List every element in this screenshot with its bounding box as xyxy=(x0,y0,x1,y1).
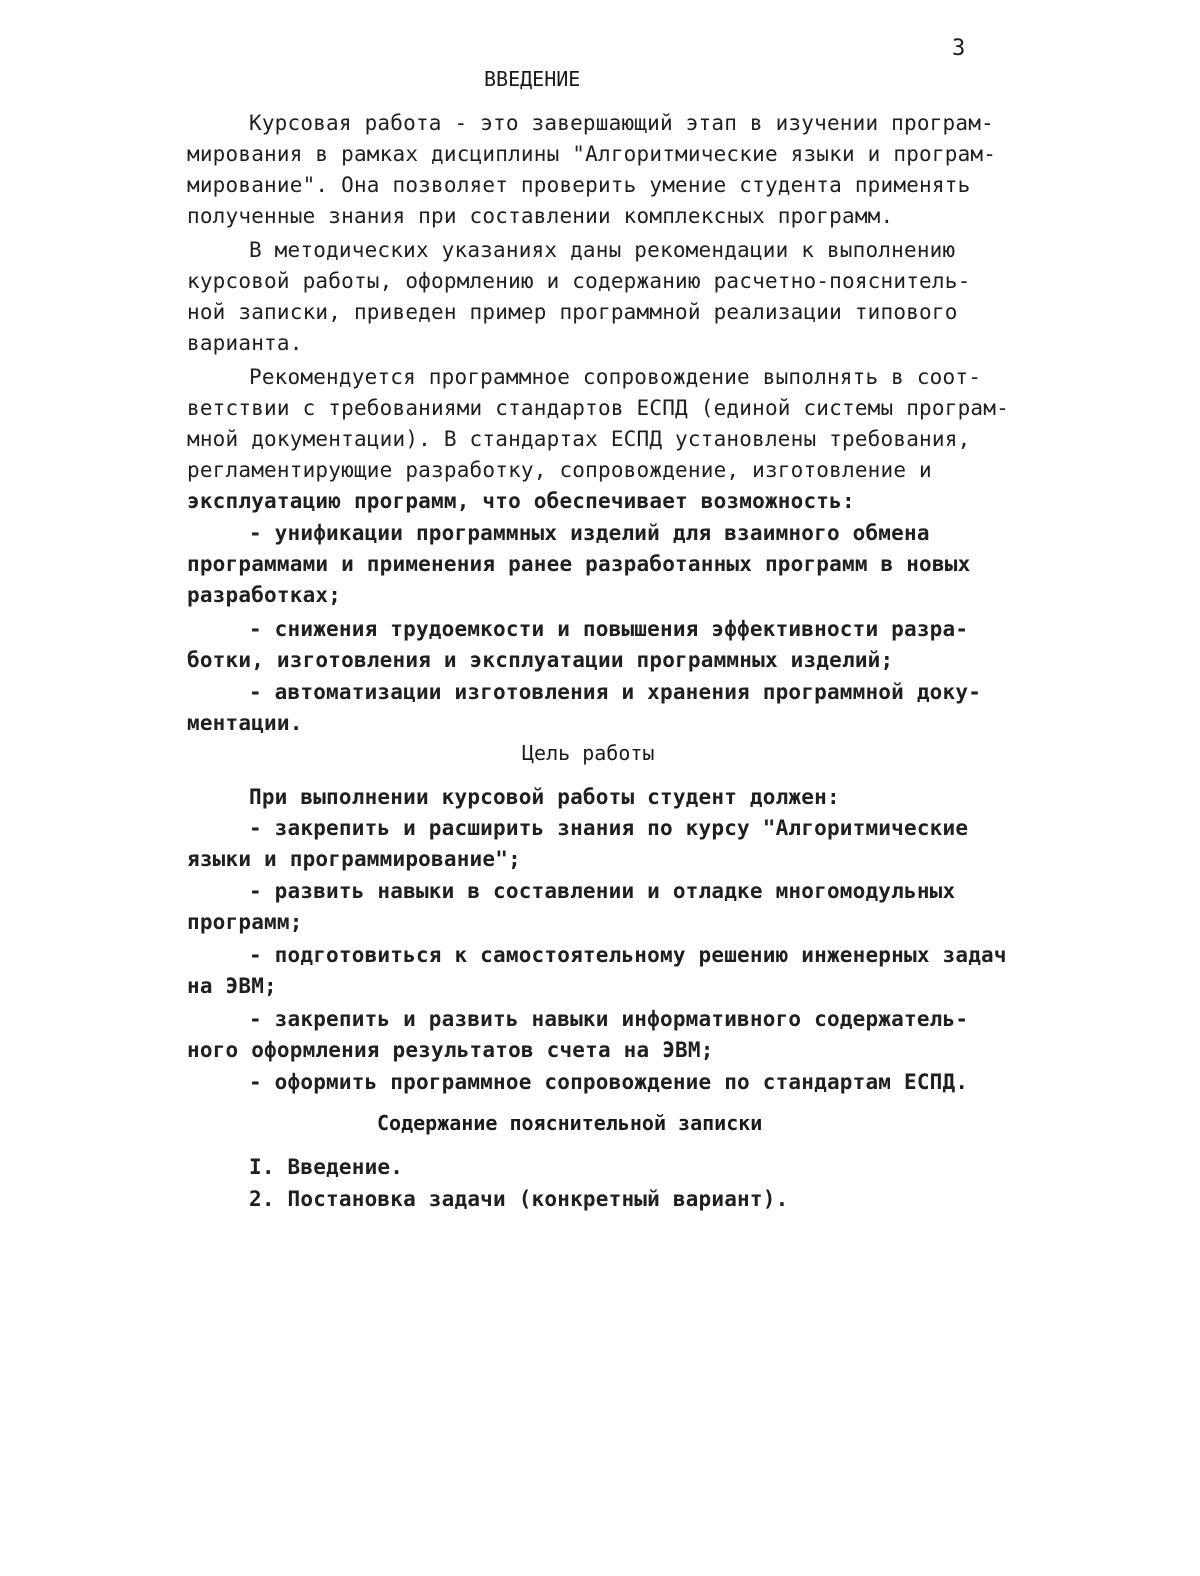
text-line: мирования в рамках дисциплины "Алгоритмические языки и програм- xyxy=(187,142,997,166)
goal-heading: Цель работы xyxy=(522,741,655,765)
text-line: ботки, изготовления и эксплуатации программных изделий; xyxy=(187,648,894,672)
text-line: языки и программирование"; xyxy=(187,847,521,871)
text-line: полученные знания при составлении комплексных программ. xyxy=(187,204,894,228)
text-line: варианта. xyxy=(187,331,303,355)
list-item: - унификации программных изделий для взаимного обмена xyxy=(249,521,930,545)
page-number: 3 xyxy=(952,36,966,61)
text-line: В методических указаниях даны рекомендации к выполнению xyxy=(249,238,956,262)
list-item: - закрепить и расширить знания по курсу "Алгоритмические xyxy=(249,816,969,840)
text-line: программ; xyxy=(187,910,303,934)
intro-heading: ВВЕДЕНИЕ xyxy=(484,67,581,91)
list-item: - снижения трудоемкости и повышения эффективности разра- xyxy=(249,617,969,641)
text-line: курсовой работы, оформлению и содержанию расчетно-пояснитель- xyxy=(187,269,971,293)
text-line: Рекомендуется программное сопровождение выполнять в соот- xyxy=(249,365,982,389)
contents-item: I. Введение. xyxy=(249,1155,404,1179)
list-item: - автоматизации изготовления и хранения программной доку- xyxy=(249,680,982,704)
text-line: регламентирующие разработку, сопровождение, изготовление и xyxy=(187,458,932,482)
list-item: - подготовиться к самостоятельному решению инженерных задач xyxy=(249,943,1007,967)
text-line: на ЭВМ; xyxy=(187,974,277,998)
text-line: Курсовая работа - это завершающий этап в изучении програм- xyxy=(249,111,994,135)
text-line: мирование". Она позволяет проверить умение студента применять xyxy=(187,173,971,197)
text-line: ветствии с требованиями стандартов ЕСПД (единой системы програм- xyxy=(187,396,1009,420)
list-item: - закрепить и развить навыки информативного содержатель- xyxy=(249,1007,969,1031)
contents-item: 2. Постановка задачи (конкретный вариант). xyxy=(249,1187,789,1211)
text-line: ментации. xyxy=(187,711,303,735)
text-line: программами и применения ранее разработанных программ в новых xyxy=(187,552,971,576)
list-item: - оформить программное сопровождение по стандартам ЕСПД. xyxy=(249,1070,969,1094)
text-line: эксплуатацию программ, что обеспечивает возможность: xyxy=(187,489,855,513)
list-item: - развить навыки в составлении и отладке многомодульных xyxy=(249,879,956,903)
text-line: ной записки, приведен пример программной реализации типового xyxy=(187,300,958,324)
text-line: разработках; xyxy=(187,583,342,607)
text-line: При выполнении курсовой работы студент должен: xyxy=(249,785,840,809)
text-line: мной документации). В стандартах ЕСПД установлены требования, xyxy=(187,427,971,451)
text-line: ного оформления результатов счета на ЭВМ; xyxy=(187,1038,714,1062)
contents-heading: Содержание пояснительной записки xyxy=(377,1111,763,1135)
